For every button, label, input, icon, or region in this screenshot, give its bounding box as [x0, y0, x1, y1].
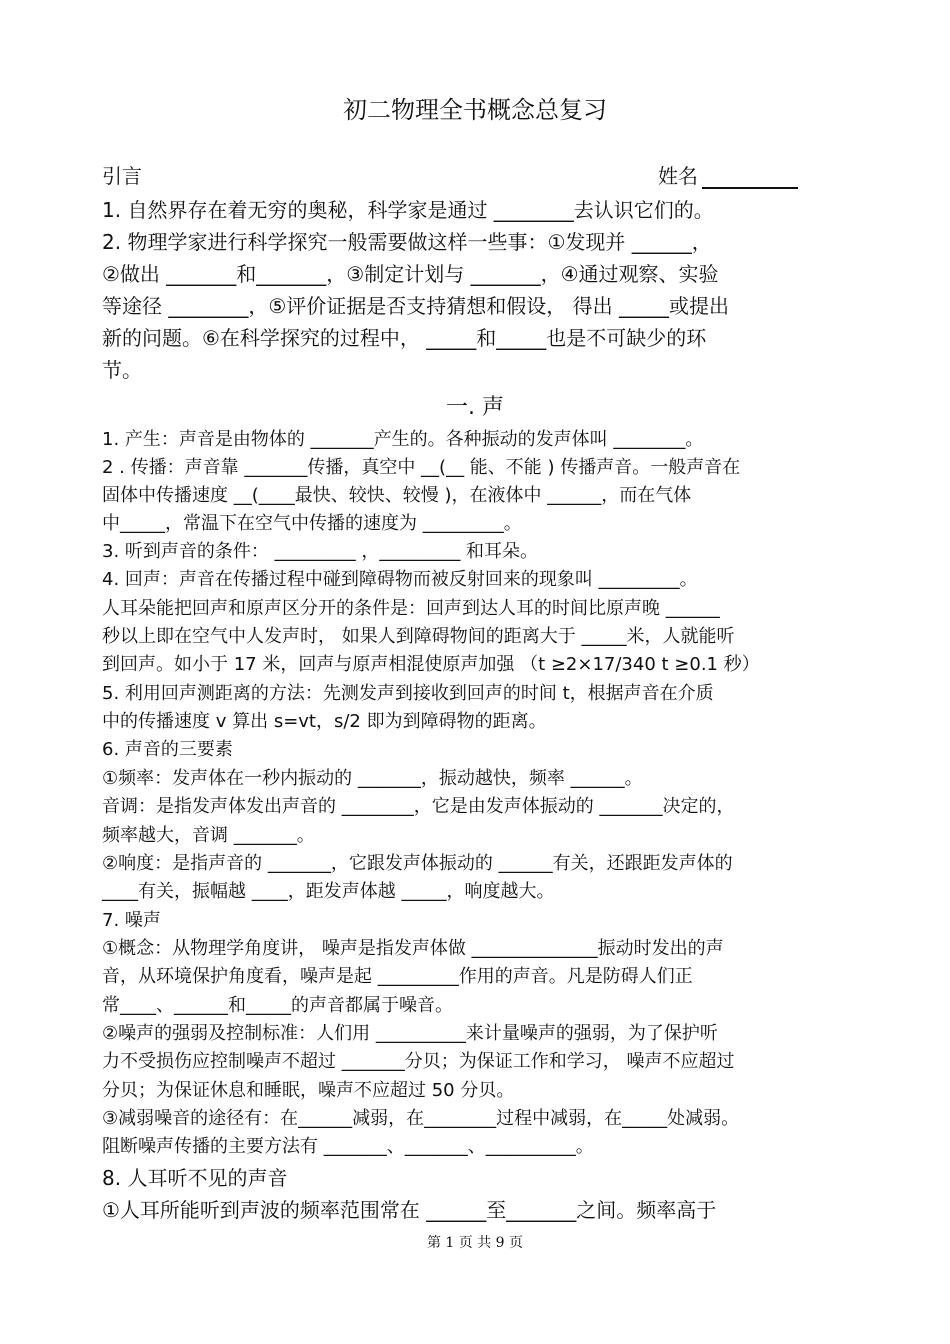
intro-line: ②做出 _______和_______，③制定计划与 _______，④通过观察、实验: [102, 262, 719, 286]
name-label: 姓名: [658, 164, 698, 188]
section-line: 常____、______和_____的声音都属于噪音。: [102, 995, 453, 1016]
section-line: 3. 听到声音的条件： _________ ，_________ 和耳朵。: [102, 541, 539, 562]
section-line: 7. 噪声: [102, 910, 161, 931]
intro-line: 新的问题。⑥在科学探究的过程中， _____和_____也是不可缺少的环: [102, 326, 707, 350]
document-title: 初二物理全书概念总复习: [343, 96, 607, 124]
intro-line: 2. 物理学家进行科学探究一般需要做这样一些事：①发现并 ______，: [102, 230, 712, 254]
intro-line: 节。: [102, 358, 142, 382]
section-line: 中的传播速度 v 算出 s=vt，s/2 即为到障碍物的距离。: [102, 711, 547, 732]
section-heading-sound: 一. 声: [446, 395, 504, 420]
intro-label: 引言: [102, 164, 142, 188]
section-line: 1. 产生：声音是由物体的 _______产生的。各种振动的发声体叫 ________。: [102, 429, 704, 450]
section-line: 固体中传播速度 __(____最快、较快、较慢 )，在液体中 ______，而在气体: [102, 485, 692, 506]
name-blank[interactable]: [702, 165, 798, 189]
section-line: 频率越大，音调 _______。: [102, 825, 315, 846]
section-line: 6. 声音的三要素: [102, 739, 233, 760]
intro-line: 1. 自然界存在着无穷的奥秘，科学家是通过 ________去认识它们的。: [102, 198, 714, 222]
section-line: 人耳朵能把回声和原声区分开的条件是：回声到达人耳的时间比原声晚 ______: [102, 598, 720, 619]
section-line: 音调：是指发声体发出声音的 ________，它是由发声体振动的 _______决定的，: [102, 796, 735, 817]
intro-line: 等途径 ________，⑤评价证据是否支持猜想和假设， 得出 _____或提出: [102, 294, 730, 318]
section-line: 力不受损伤应控制噪声不超过 _______分贝；为保证工作和学习， 噪声不应超过: [102, 1051, 735, 1072]
section-line: ①概念：从物理学角度讲， 噪声是指发声体做 ______________振动时发出的声: [102, 938, 724, 959]
section-line: ①频率：发声体在一秒内振动的 _______，振动越快，频率 ______。: [102, 768, 643, 789]
section-line: ____有关，振幅越 ____，距发声体越 _____，响度越大。: [102, 881, 555, 902]
section-line: ③减弱噪音的途径有：在______减弱，在________过程中减弱，在_____处减弱。: [102, 1108, 740, 1129]
section-line: ①人耳所能听到声波的频率范围常在 ______至_______之间。频率高于: [102, 1198, 717, 1222]
section-line: 音，从环境保护角度看，噪声是起 _________作用的声音。凡是防碍人们正: [102, 966, 693, 987]
section-line: 中_____，常温下在空气中传播的速度为 _________。: [102, 513, 522, 534]
section-line: ②响度：是指声音的 _______，它跟发声体振动的 ______有关，还跟距发声体的: [102, 853, 733, 874]
section-line: 4. 回声：声音在传播过程中碰到障碍物而被反射回来的现象叫 _________。: [102, 569, 698, 590]
name-field: [658, 160, 798, 189]
section-line: ②噪声的强弱及控制标准：人们用 __________来计量噪声的强弱，为了保护听: [102, 1023, 718, 1044]
subsection-heading: 8. 人耳听不见的声音: [102, 1166, 288, 1190]
section-line: 秒以上即在空气中人发声时， 如果人到障碍物间的距离大于 _____米，人就能听: [102, 626, 735, 647]
page-footer: 第 1 页 共 9 页: [426, 1235, 524, 1251]
section-line: 5. 利用回声测距离的方法：先测发声到接收到回声的时间 t，根据声音在介质: [102, 683, 714, 704]
section-line: 阻断噪声传播的主要方法有 _______、_______、__________。: [102, 1136, 594, 1157]
section-line: 到回声。如小于 17 米，回声与原声相混使原声加强 （t ≥2×17/340 t ≥0.1 秒）: [102, 654, 760, 675]
section-line: 2 . 传播：声音靠 _______传播，真空中 __(__ 能、不能 ) 传播声音。一般声音在: [102, 457, 741, 478]
section-line: 分贝；为保证休息和睡眠，噪声不应超过 50 分贝。: [102, 1080, 515, 1101]
